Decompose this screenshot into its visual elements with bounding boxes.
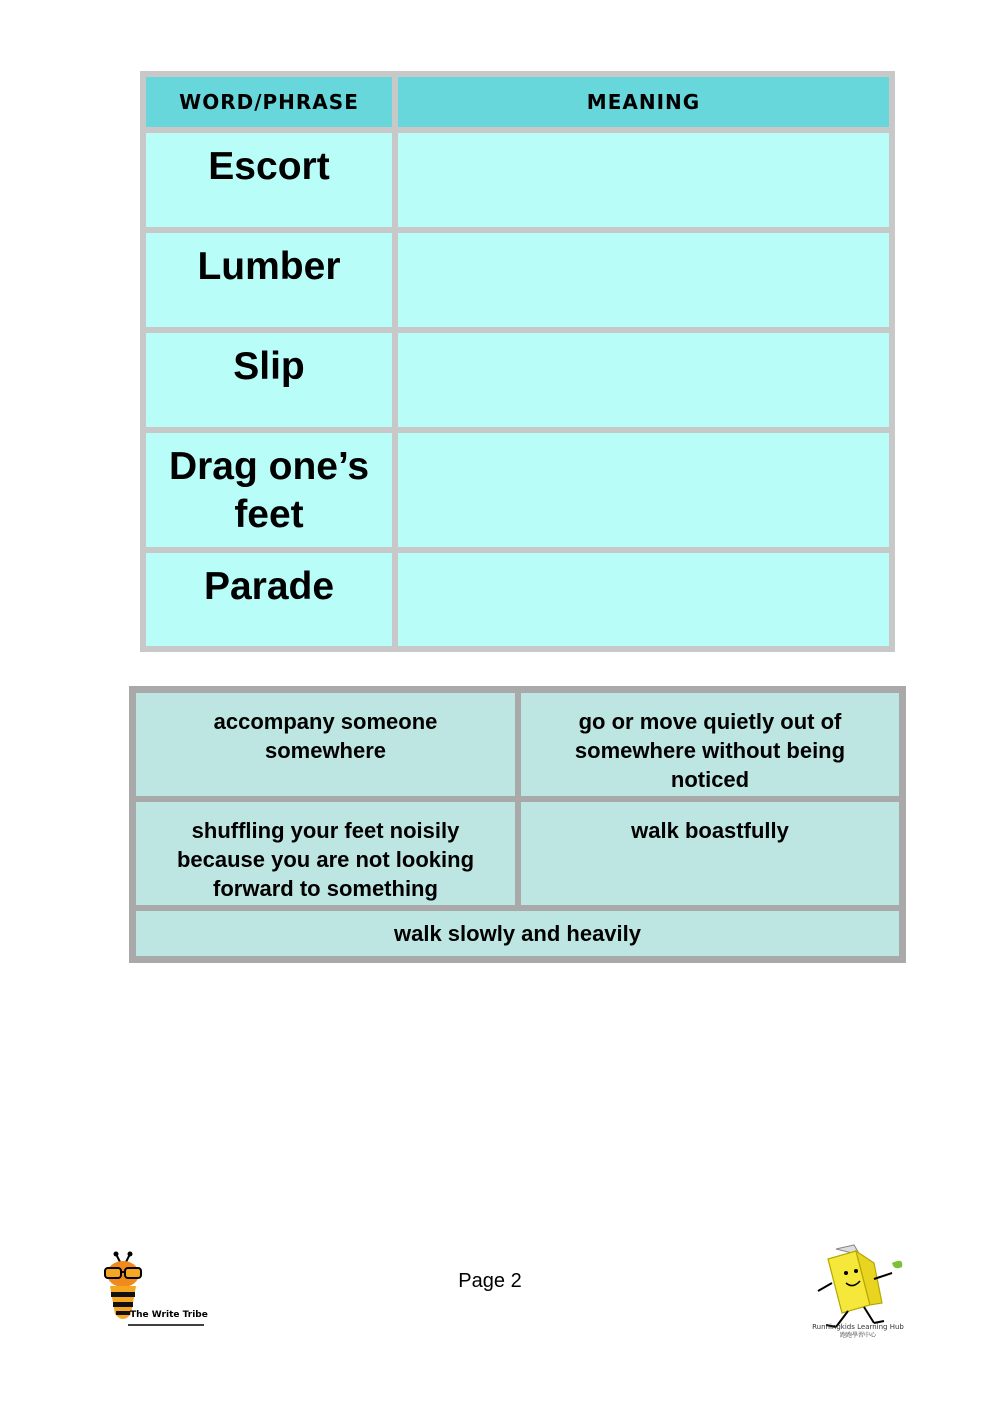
runningkids-logo-subtext: 跑跑學習中心 (839, 1332, 876, 1339)
page-number: Page 2 (458, 1270, 522, 1292)
meaning-drop-zone-drag-ones-feet[interactable] (398, 433, 889, 547)
option-walk-boastfully[interactable]: walk boastfully (521, 802, 899, 905)
option-walk-slowly[interactable]: walk slowly and heavily (136, 911, 899, 956)
vocabulary-table (140, 71, 895, 652)
meaning-drop-zone-slip[interactable] (398, 333, 889, 427)
runningkids-logo-text: Runningkids Learning Hub (812, 1323, 904, 1331)
option-go-quietly[interactable]: go or move quietly out of somewhere without being noticed (521, 693, 899, 796)
header-word-phrase: WORD/PHRASE (146, 77, 392, 127)
word-escort: Escort (146, 133, 392, 227)
header-meaning: MEANING (398, 77, 889, 127)
meaning-options-bank (129, 686, 906, 963)
meaning-drop-zone-parade[interactable] (398, 553, 889, 646)
write-tribe-logo-text: The Write Tribe (130, 1310, 208, 1320)
word-lumber: Lumber (146, 233, 392, 327)
runningkids-logo (808, 1243, 908, 1343)
option-shuffling-feet[interactable]: shuffling your feet noisily because you are not looking forward to something (136, 802, 515, 905)
word-parade: Parade (146, 553, 392, 646)
write-tribe-logo (98, 1250, 208, 1330)
meaning-drop-zone-lumber[interactable] (398, 233, 889, 327)
meaning-drop-zone-escort[interactable] (398, 133, 889, 227)
option-accompany-someone[interactable]: accompany someone somewhere (136, 693, 515, 796)
word-drag-ones-feet: Drag one’s feet (146, 433, 392, 547)
word-slip: Slip (146, 333, 392, 427)
